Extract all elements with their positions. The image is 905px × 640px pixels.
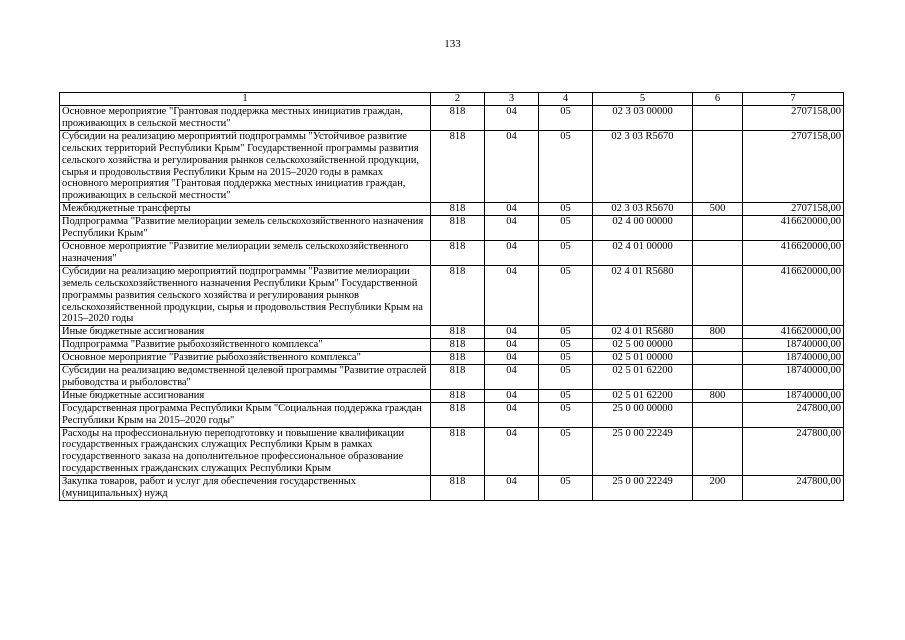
table-row: [60, 203, 844, 216]
row-name: Иные бюджетные ассигнования: [60, 389, 431, 402]
row-code-admin: 818: [431, 216, 485, 241]
row-code-section: 04: [485, 240, 539, 265]
row-code-target: 02 4 01 R5680: [593, 326, 693, 339]
row-code-target: 02 5 01 62200: [593, 389, 693, 402]
row-code-subsection: 05: [539, 402, 593, 427]
row-code-target: 02 5 01 00000: [593, 352, 693, 365]
row-code-type: [693, 427, 743, 476]
row-code-admin: 818: [431, 402, 485, 427]
row-code-target: 25 0 00 22249: [593, 427, 693, 476]
row-name: Основное мероприятие "Развитие мелиорации земель сельскохозяйственного назначения": [60, 240, 431, 265]
row-amount: 247800,00: [743, 427, 844, 476]
row-name: Расходы на профессиональную переподготовку и повышение квалификации государственных гражданских служащих Республики Крым в рамках государственного заказа на дополнительное профессиональное образование государственных гражданских служащих Республики Крым: [60, 427, 431, 476]
table-row: [60, 427, 844, 476]
row-code-subsection: 05: [539, 240, 593, 265]
row-code-admin: 818: [431, 476, 485, 501]
row-code-section: 04: [485, 339, 539, 352]
row-name: Субсидии на реализацию мероприятий подпрограммы "Устойчивое развитие сельских территорий Республики Крым" Государственной программы развития сельского хозяйства и регулирования рынков сельскохозяйственной продукции, сырья и продовольствия Республики Крым на 2015–2020 годы в рамках основного мероприятия "Грантовая поддержка местных инициатив граждан, проживающих в сельской местности": [60, 130, 431, 202]
table-row: [60, 216, 844, 241]
table-row: [60, 389, 844, 402]
row-code-type: [693, 365, 743, 390]
row-code-subsection: 05: [539, 216, 593, 241]
row-name: Закупка товаров, работ и услуг для обеспечения государственных (муниципальных) нужд: [60, 476, 431, 501]
row-code-section: 04: [485, 106, 539, 131]
row-code-type: [693, 339, 743, 352]
row-code-subsection: 05: [539, 352, 593, 365]
row-code-subsection: 05: [539, 339, 593, 352]
row-code-admin: 818: [431, 352, 485, 365]
row-code-admin: 818: [431, 326, 485, 339]
row-amount: 416620000,00: [743, 326, 844, 339]
row-code-type: 800: [693, 326, 743, 339]
row-code-type: [693, 130, 743, 202]
row-code-admin: 818: [431, 240, 485, 265]
row-code-target: 02 3 03 R5670: [593, 203, 693, 216]
col-header-3: 3: [485, 93, 539, 106]
row-code-section: 04: [485, 365, 539, 390]
table-row: [60, 130, 844, 202]
row-name: Субсидии на реализацию ведомственной целевой программы "Развитие отраслей рыбоводства и рыболовства": [60, 365, 431, 390]
row-code-subsection: 05: [539, 476, 593, 501]
row-code-subsection: 05: [539, 365, 593, 390]
row-amount: 416620000,00: [743, 240, 844, 265]
row-code-section: 04: [485, 389, 539, 402]
row-code-admin: 818: [431, 427, 485, 476]
row-code-admin: 818: [431, 106, 485, 131]
row-code-section: 04: [485, 130, 539, 202]
row-name: Подпрограмма "Развитие мелиорации земель сельскохозяйственного назначения Республики Крым": [60, 216, 431, 241]
row-amount: 2707158,00: [743, 106, 844, 131]
row-code-section: 04: [485, 427, 539, 476]
row-code-admin: 818: [431, 203, 485, 216]
row-amount: 247800,00: [743, 402, 844, 427]
row-code-type: [693, 240, 743, 265]
row-code-subsection: 05: [539, 265, 593, 326]
budget-table: [59, 92, 844, 501]
table-row: [60, 326, 844, 339]
row-code-subsection: 05: [539, 106, 593, 131]
row-amount: 18740000,00: [743, 365, 844, 390]
row-name: Межбюджетные трансферты: [60, 203, 431, 216]
table-row: [60, 265, 844, 326]
row-code-subsection: 05: [539, 130, 593, 202]
row-code-type: [693, 265, 743, 326]
row-code-subsection: 05: [539, 427, 593, 476]
row-amount: 2707158,00: [743, 203, 844, 216]
table-row: [60, 402, 844, 427]
col-header-5: 5: [593, 93, 693, 106]
row-code-admin: 818: [431, 265, 485, 326]
row-code-admin: 818: [431, 389, 485, 402]
row-name: Субсидии на реализацию мероприятий подпрограммы "Развитие мелиорации земель сельскохозяйственного назначения Республики Крым" Государственной программы развития сельского хозяйства и регулирования рынков сельскохозяйственной продукции, сырья и продовольствия Республики Крым на 2015–2020 годы: [60, 265, 431, 326]
row-code-type: [693, 106, 743, 131]
page-number: 133: [444, 38, 461, 50]
table-row: [60, 476, 844, 501]
row-name: Подпрограмма "Развитие рыбохозяйственного комплекса": [60, 339, 431, 352]
row-code-target: 02 3 03 R5670: [593, 130, 693, 202]
row-code-target: 02 4 00 00000: [593, 216, 693, 241]
header-row: [60, 93, 844, 106]
row-code-subsection: 05: [539, 389, 593, 402]
row-code-target: 25 0 00 00000: [593, 402, 693, 427]
row-name: Государственная программа Республики Крым "Социальная поддержка граждан Республики Крым на 2015–2020 годы": [60, 402, 431, 427]
row-amount: 2707158,00: [743, 130, 844, 202]
col-header-6: 6: [693, 93, 743, 106]
row-code-admin: 818: [431, 365, 485, 390]
row-code-section: 04: [485, 216, 539, 241]
row-code-section: 04: [485, 203, 539, 216]
row-name: Иные бюджетные ассигнования: [60, 326, 431, 339]
row-code-target: 02 3 03 00000: [593, 106, 693, 131]
row-code-target: 02 4 01 00000: [593, 240, 693, 265]
col-header-7: 7: [743, 93, 844, 106]
row-amount: 18740000,00: [743, 339, 844, 352]
row-code-subsection: 05: [539, 203, 593, 216]
row-code-section: 04: [485, 352, 539, 365]
row-code-admin: 818: [431, 339, 485, 352]
row-code-subsection: 05: [539, 326, 593, 339]
row-code-target: 25 0 00 22249: [593, 476, 693, 501]
row-name: Основное мероприятие "Грантовая поддержка местных инициатив граждан, проживающих в сельской местности": [60, 106, 431, 131]
row-code-type: 500: [693, 203, 743, 216]
row-code-target: 02 5 01 62200: [593, 365, 693, 390]
row-code-target: 02 4 01 R5680: [593, 265, 693, 326]
table-row: [60, 240, 844, 265]
table-row: [60, 352, 844, 365]
row-code-type: [693, 216, 743, 241]
row-code-section: 04: [485, 265, 539, 326]
table-row: [60, 106, 844, 131]
row-code-admin: 818: [431, 130, 485, 202]
row-code-type: [693, 402, 743, 427]
row-code-section: 04: [485, 476, 539, 501]
row-amount: 18740000,00: [743, 352, 844, 365]
row-amount: 247800,00: [743, 476, 844, 501]
row-code-section: 04: [485, 402, 539, 427]
row-name: Основное мероприятие "Развитие рыбохозяйственного комплекса": [60, 352, 431, 365]
row-amount: 18740000,00: [743, 389, 844, 402]
row-code-section: 04: [485, 326, 539, 339]
col-header-4: 4: [539, 93, 593, 106]
row-code-type: 200: [693, 476, 743, 501]
row-amount: 416620000,00: [743, 265, 844, 326]
table-row: [60, 339, 844, 352]
table-row: [60, 365, 844, 390]
row-amount: 416620000,00: [743, 216, 844, 241]
row-code-target: 02 5 00 00000: [593, 339, 693, 352]
col-header-1: 1: [60, 93, 431, 106]
row-code-type: [693, 352, 743, 365]
col-header-2: 2: [431, 93, 485, 106]
row-code-type: 800: [693, 389, 743, 402]
